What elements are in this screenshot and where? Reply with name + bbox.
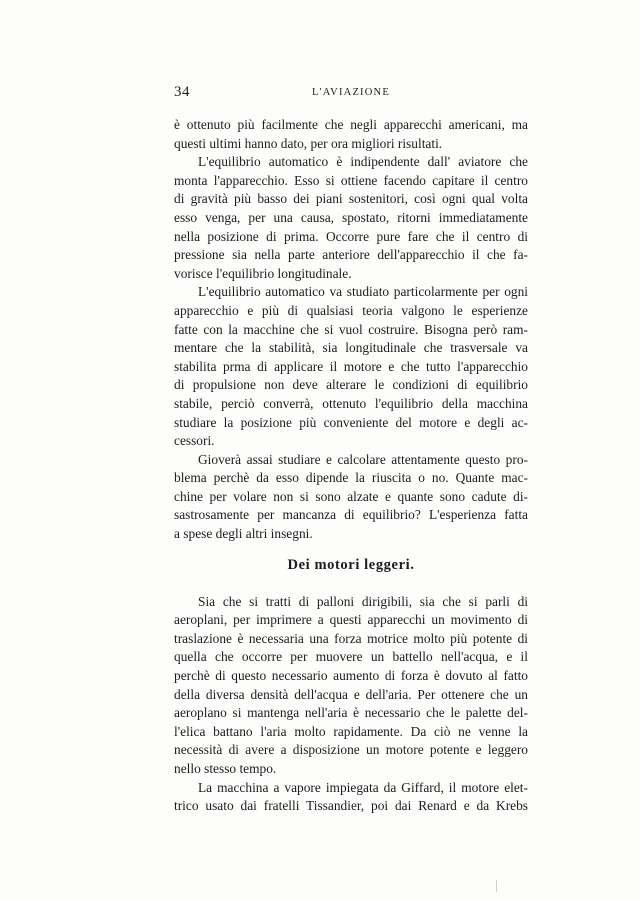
text-line: a spese degli altri insegni. — [174, 526, 313, 542]
text-line: cessori. — [174, 433, 215, 449]
page-header — [174, 84, 528, 106]
text-line: necessità di avere a disposizione un motore potente e leggero — [174, 742, 528, 758]
text-line: vorisce l'equilibrio longitudinale. — [174, 265, 352, 281]
text-line: monta l'apparecchio. Esso si ottiene facendo capitare il centro — [174, 172, 528, 188]
text-line: stabile, perciò converrà, ottenuto l'equilibrio della macchina — [174, 395, 528, 411]
text-line: La macchina a vapore impiegata da Giffard, il motore elet- — [198, 779, 528, 795]
text-line: fatte con la macchine che si vuol costruire. Bisogna però ram- — [174, 321, 528, 337]
text-line: aeroplani, per imprimere a questi apparecchi un movimento di — [174, 612, 528, 628]
text-line: aeroplano si mantenga nell'aria è necessario che le palette del- — [174, 705, 528, 721]
text-line: stabilita prma di applicare il motore e che tutto l'apparecchio — [174, 358, 528, 374]
text-line: l'elica battano l'aria molto rapidamente. Da ciò ne venne la — [174, 723, 528, 739]
text-line: mentare che la stabilità, sia longitudinale che trasversale va — [174, 340, 528, 356]
section-title: Dei motori leggeri. — [287, 556, 415, 573]
text-line: nella posizione di prima. Occorre pure fare che il centro di — [174, 228, 528, 244]
text-line: Sia che si tratti di palloni dirigibili, sia che si parli di — [198, 593, 528, 609]
text-line: sastrosamente per mancanza di equilibrio? L'esperienza fatta — [174, 507, 528, 523]
scan-mark — [496, 880, 497, 892]
paragraph — [174, 283, 528, 450]
text-line: esso venga, per una causa, spostato, ritorni immediatamente — [174, 209, 528, 225]
text-line: blema perchè da esso dipende la riuscita o no. Quante mac- — [174, 470, 528, 486]
text-line: Gioverà assai studiare e calcolare attentamente questo pro- — [198, 451, 528, 467]
text-line: è ottenuto più facilmente che negli apparecchi americani, ma — [174, 117, 528, 132]
text-line: perchè di questo necessario aumento di forza è dovuto al fatto — [174, 668, 528, 684]
running-head: L'AVIAZIONE — [312, 87, 390, 98]
page-number: 34 — [174, 84, 190, 100]
text-line: apparecchio e più di qualsiasi teoria valgono le esperienze — [174, 302, 528, 318]
text-line: studiare la posizione più conveniente del motore e degli ac- — [174, 414, 528, 430]
text-line: L'equilibrio automatico va studiato particolarmente per ogni — [198, 284, 528, 300]
text-line: traslazione è necessaria una forza motrice molto più potente di — [174, 630, 528, 646]
paragraph — [174, 779, 528, 816]
text-line: nello stesso tempo. — [174, 761, 277, 776]
text-line: trico usato dai fratelli Tissandier, poi dai Renard e da Krebs — [174, 798, 528, 814]
paragraph — [174, 153, 528, 283]
text-line: della diversa densità dell'acqua e dell'aria. Per ottenere che un — [174, 686, 528, 702]
paragraph — [174, 116, 528, 153]
text-line: L'equilibrio automatico è indipendente dall' aviatore che — [198, 154, 528, 170]
paragraph — [174, 451, 528, 544]
text-line: di gravità più basso dei piani sostenitori, così ogni qual volta — [174, 191, 528, 207]
text-line: questi ultimi hanno dato, per ora migliori risultati. — [174, 135, 443, 151]
text-line: di propulsione non deve alterare le condizioni di equilibrio — [174, 377, 528, 393]
body-text — [174, 116, 528, 816]
text-line: quella che occorre per muovere un battello nell'acqua, e il — [174, 649, 528, 665]
text-line: chine per volare non si sono alzate e quante sono cadute di- — [174, 488, 528, 504]
paragraph — [174, 593, 528, 779]
text-line: pressione sia nella parte anteriore dell'apparecchio il che fa- — [174, 247, 528, 263]
